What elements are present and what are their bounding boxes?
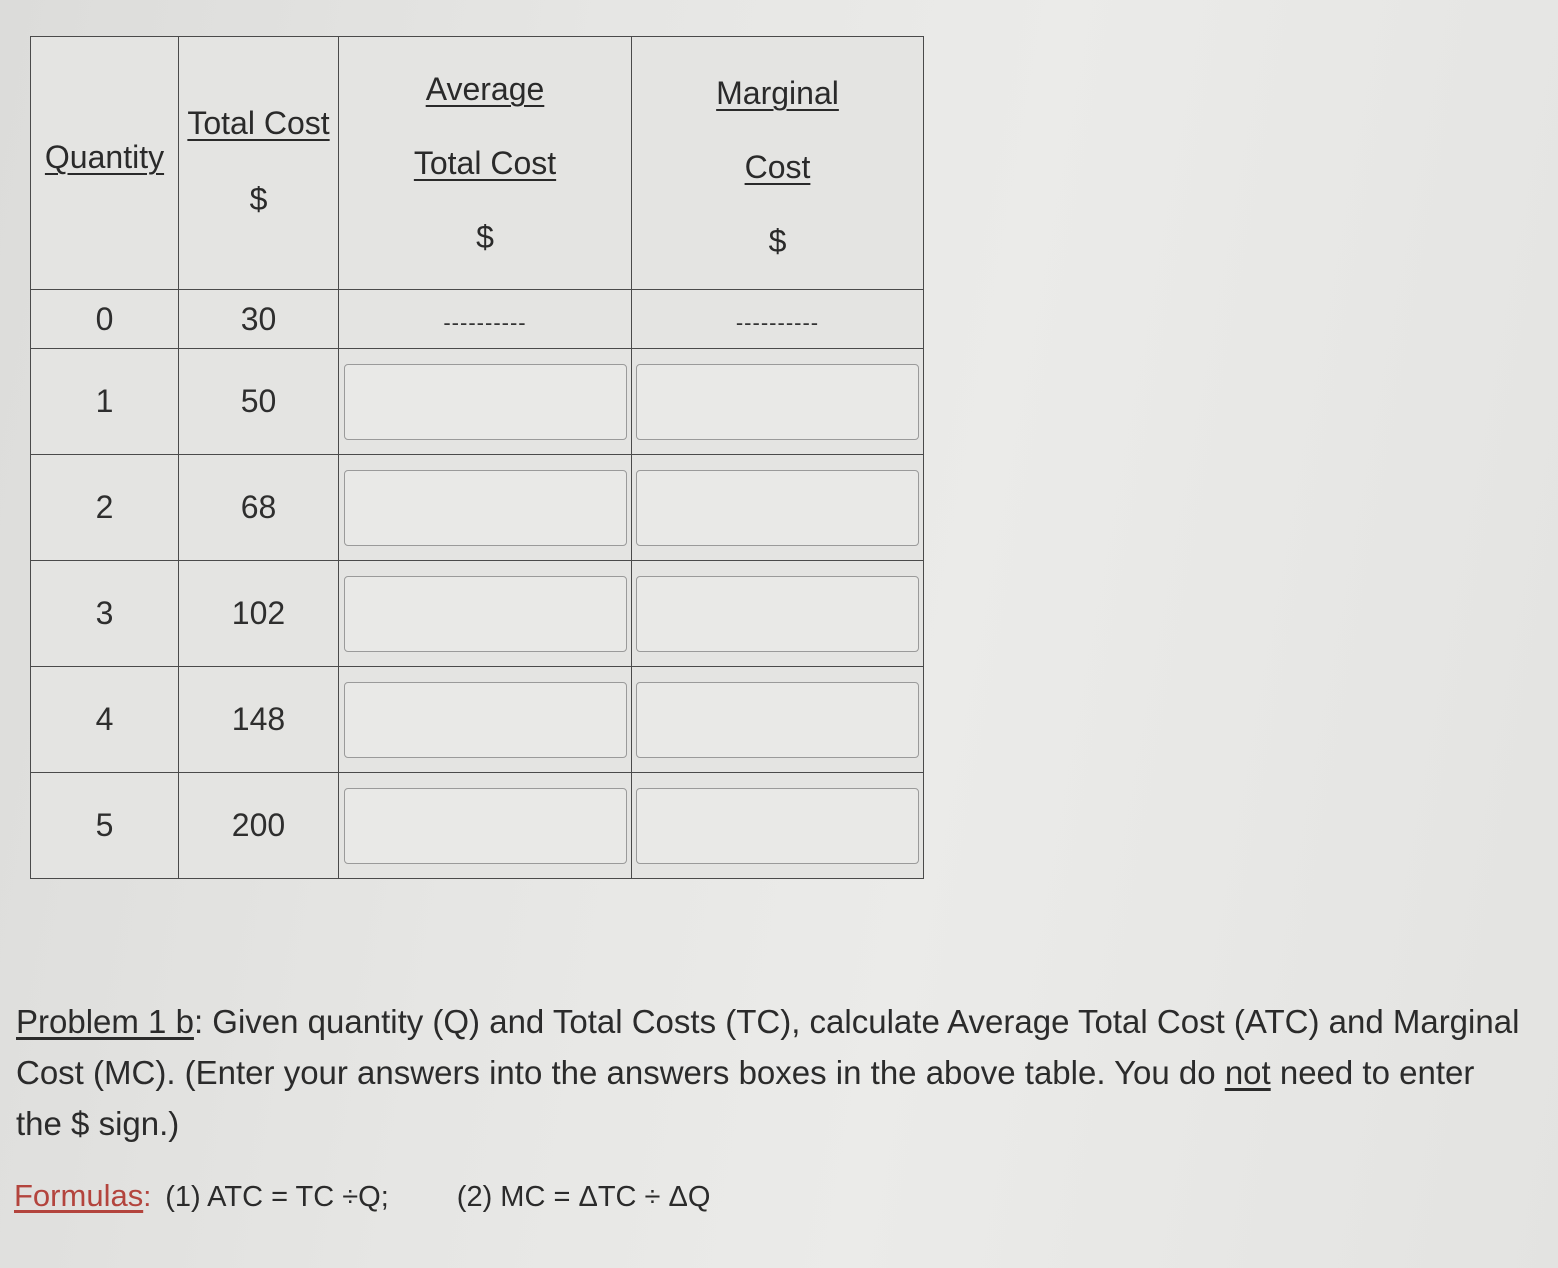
quantity-cell: 2 — [31, 455, 179, 561]
total-cost-cell: 200 — [179, 773, 339, 879]
atc-cell — [339, 667, 632, 773]
problem-text-part2: need to enter the $ sign.) — [16, 1054, 1475, 1142]
mc-header-line2: Cost — [744, 149, 811, 185]
atc-cell — [339, 561, 632, 667]
mc-unit: $ — [768, 223, 787, 259]
table-row — [31, 349, 924, 455]
table-row — [31, 773, 924, 879]
quantity-cell: 5 — [31, 773, 179, 879]
total-cost-header — [179, 37, 339, 290]
quantity-cell: 1 — [31, 349, 179, 455]
formulas-line — [14, 1178, 710, 1214]
formulas-label-colon: : — [143, 1181, 152, 1213]
cost-table — [30, 36, 924, 879]
formulas-label: Formulas — [14, 1178, 144, 1213]
mc-cell — [632, 290, 924, 349]
mc-answer-input-q2[interactable] — [636, 470, 919, 546]
mc-answer-input-q1[interactable] — [636, 364, 919, 440]
total-cost-cell: 68 — [179, 455, 339, 561]
mc-answer-input-q4[interactable] — [636, 682, 919, 758]
formula-mc: (2) MC = ΔTC ÷ ΔQ — [456, 1181, 711, 1213]
total-cost-cell: 102 — [179, 561, 339, 667]
problem-label: Problem 1 b — [16, 1003, 194, 1040]
mc-cell — [632, 561, 924, 667]
mc-header — [632, 37, 924, 290]
mc-cell — [632, 455, 924, 561]
atc-answer-input-q3[interactable] — [344, 576, 627, 652]
table-row — [31, 290, 924, 349]
total-cost-unit: $ — [249, 181, 268, 217]
atc-header — [339, 37, 632, 290]
mc-answer-input-q3[interactable] — [636, 576, 919, 652]
atc-answer-input-q4[interactable] — [344, 682, 627, 758]
atc-answer-input-q2[interactable] — [344, 470, 627, 546]
total-cost-cell: 148 — [179, 667, 339, 773]
quantity-header — [31, 37, 179, 290]
atc-cell — [339, 349, 632, 455]
atc-not-applicable: ---------- — [443, 309, 527, 335]
atc-header-line1: Average — [425, 71, 545, 107]
atc-cell — [339, 773, 632, 879]
total-cost-cell: 30 — [179, 290, 339, 349]
atc-unit: $ — [476, 219, 494, 255]
table-row — [31, 455, 924, 561]
atc-cell — [339, 455, 632, 561]
table-row — [31, 561, 924, 667]
quantity-cell: 0 — [31, 290, 179, 349]
problem-text-part1: Given quantity (Q) and Total Costs (TC), calculate Average Total Cost (ATC) and Marginal Cost (MC). (Enter your answers into the answers boxes in the above table. You do — [16, 1003, 1520, 1091]
atc-answer-input-q5[interactable] — [344, 788, 627, 864]
mc-cell — [632, 349, 924, 455]
mc-not-applicable: ---------- — [735, 309, 820, 335]
atc-header-line2: Total Cost — [413, 145, 557, 181]
quantity-cell: 3 — [31, 561, 179, 667]
mc-cell — [632, 773, 924, 879]
header-row — [31, 37, 924, 290]
problem-emphasis: not — [1224, 1054, 1271, 1091]
quantity-header-label: Quantity — [44, 139, 165, 175]
total-cost-header-label: Total Cost — [187, 105, 330, 141]
formula-atc: (1) ATC = TC ÷Q; — [165, 1181, 389, 1213]
atc-answer-input-q1[interactable] — [344, 364, 627, 440]
quantity-cell: 4 — [31, 667, 179, 773]
atc-cell — [339, 290, 632, 349]
table-row — [31, 667, 924, 773]
mc-answer-input-q5[interactable] — [636, 788, 919, 864]
mc-header-line1: Marginal — [716, 75, 839, 111]
problem-statement — [16, 996, 1526, 1149]
total-cost-cell: 50 — [179, 349, 339, 455]
problem-label-colon: : — [193, 1003, 204, 1040]
mc-cell — [632, 667, 924, 773]
